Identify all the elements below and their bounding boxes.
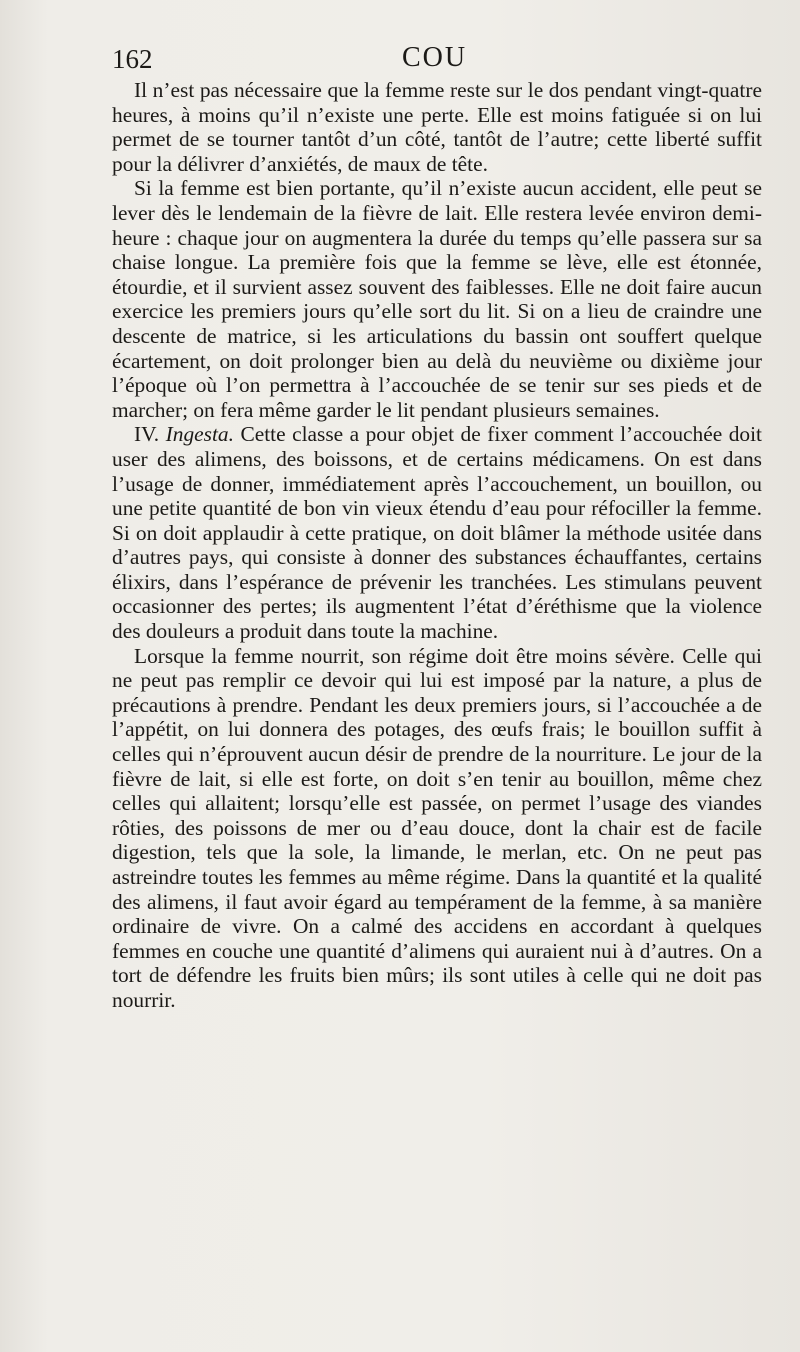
body-text: [112, 78, 762, 1013]
section-paragraph: [112, 422, 762, 643]
page-header: [112, 40, 762, 80]
paragraph: Il n’est pas nécessaire que la femme reste sur le dos pendant vingt-quatre heures, à moins qu’il n’existe une perte. Elle est moins fatiguée si on lui permet de se tourner tantôt d’un côté, tantôt de l’autre; cette liberté suffit pour la délivrer d’anxiétés, de maux de tête.: [112, 78, 762, 176]
section-number: IV.: [134, 422, 160, 447]
paragraph: Si la femme est bien portante, qu’il n’existe aucun accident, elle peut se lever dès le lendemain de la fièvre de lait. Elle restera levée environ demi-heure : chaque jour on augmentera la durée du temps qu’elle passera sur sa chaise longue. La première fois que la femme se lève, elle est étonnée, étourdie, et il survient assez souvent des faiblesses. Elle ne doit faire aucun exercice les premiers jours qu’elle sort du lit. Si on a lieu de craindre une descente de matrice, si les articulations du bassin ont souffert quelque écartement, on doit prolonger bien au delà du neuvième ou dixième jour l’époque où l’on permettra à l’accouchée de se tenir sur ses pieds et de marcher; on fera même garder le lit pendant plusieurs semaines.: [112, 176, 762, 422]
running-head: COU: [402, 42, 468, 73]
section-text: Cette classe a pour objet de fixer comment l’accouchée doit user des alimens, des boissons, et de certains médicamens. On est dans l’usage de donner, immédiatement après l’accouchement, un bouillon, ou une petite quantité de bon vin vieux étendu d’eau pour réfociller la femme. Si on doit applaudir à cette pratique, on doit blâmer la méthode usitée dans d’autres pays, qui consiste à donner des substances échauffantes, certains élixirs, dans l’espérance de prévenir les tranchées. Les stimulans peuvent occasionner des pertes; ils augmentent l’état d’éréthisme que la violence des douleurs a produit dans toute la machine.: [112, 422, 762, 644]
paragraph: Lorsque la femme nourrit, son régime doit être moins sévère. Celle qui ne peut pas remplir ce devoir qui lui est imposé par la nature, a plus de précautions à prendre. Pendant les deux premiers jours, si l’accouchée a de l’appétit, on lui donnera des potages, des œufs frais; le bouillon suffit à celles qui n’éprouvent aucun désir de prendre de la nourriture. Le jour de la fièvre de lait, si elle est forte, on doit s’en tenir au bouillon, même chez celles qui allaitent; lorsqu’elle est passée, on permet l’usage des viandes rôties, des poissons de mer ou d’eau douce, dont la chair est de facile digestion, tels que la sole, la limande, le merlan, etc. On ne peut pas astreindre toutes les femmes au même régime. Dans la quantité et la qualité des alimens, il faut avoir égard au tempérament de la femme, à sa manière ordinaire de vivre. On a calmé des accidens en accordant à quelques femmes en couche une quantité d’alimens qui auraient nui à d’autres. On a tort de défendre les fruits bien mûrs; ils sont utiles à celle qui ne doit pas nourrir.: [112, 643, 762, 1012]
page-number: 162: [112, 44, 153, 74]
section-title: Ingesta.: [165, 422, 234, 447]
